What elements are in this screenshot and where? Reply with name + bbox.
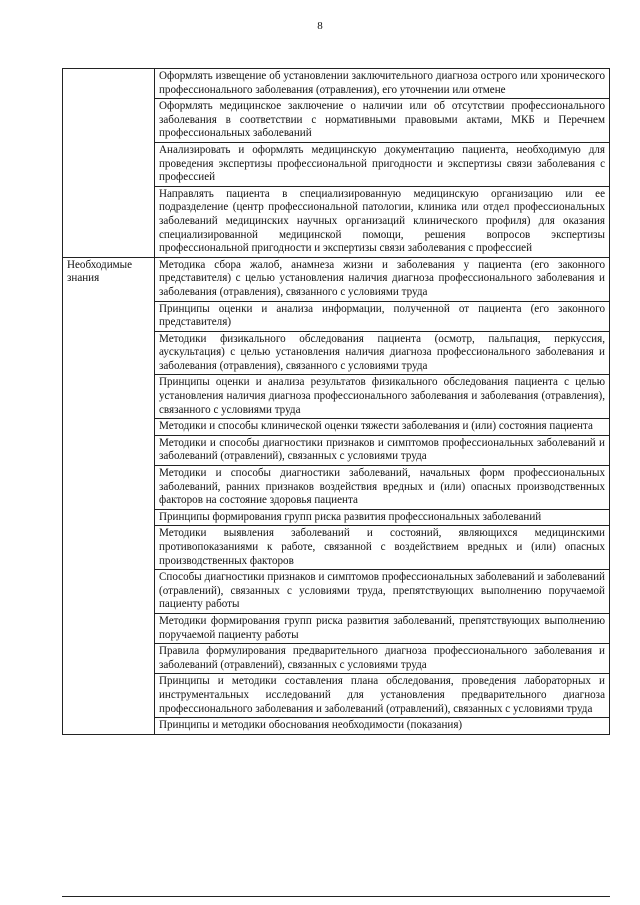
competency-table [62,68,610,735]
item-cell: Методики физикального обследования пациента (осмотр, пальпация, перкуссия, аускультация) с целью установления наличия диагноза профессионального заболевания и заболевания (отравления), связанного с условиями труда [155,331,610,375]
table-body [63,69,610,735]
item-cell: Принципы оценки и анализа результатов физикального обследования пациента с целью установления наличия диагноза профессионального заболевания и заболевания (отравления), связанного с условиями труда [155,375,610,419]
page-number: 8 [317,20,323,32]
item-cell: Принципы формирования групп риска развития профессиональных заболеваний [155,509,610,526]
item-cell: Методики и способы диагностики признаков и симптомов профессиональных заболеваний и заболеваний (отравлений), связанных с условиями труда [155,435,610,465]
item-cell: Методика сбора жалоб, анамнеза жизни и заболевания у пациента (его законного представителя) с целью установления наличия диагноза профессионального заболевания и заболевания (отравления), связанного с условиями труда [155,257,610,301]
item-cell: Методики формирования групп риска развития заболеваний, препятствующих выполнению поручаемой пациенту работы [155,613,610,643]
item-cell: Принципы и методики обоснования необходимости (показания) [155,718,610,735]
item-cell: Принципы и методики составления плана обследования, проведения лабораторных и инструментальных исследований для установления предварительного диагноза профессионального заболевания и заболеваний (отравлений), связанных с условиями труда [155,674,610,718]
table-bottom-rule [62,896,610,897]
section-label-cell-empty [63,69,155,258]
item-cell: Методики выявления заболеваний и состояний, являющихся медицинскими противопоказаниями к работе, связанной с воздействием вредных и (или) опасных производственных факторов [155,526,610,570]
item-cell: Оформлять медицинское заключение о наличии или об отсутствии профессионального заболевания в соответствии с нормативными правовыми актами, МКБ и Перечнем профессиональных заболеваний [155,99,610,143]
table-row [63,257,610,301]
item-cell: Анализировать и оформлять медицинскую документацию пациента, необходимую для проведения экспертизы профессиональной пригодности и экспертизы связи заболевания с профессией [155,142,610,186]
item-cell: Методики и способы диагностики заболеваний, начальных форм профессиональных заболеваний, ранних признаков воздействия вредных и (или) опасных производственных факторов на состояние здоровья пациента [155,466,610,510]
item-cell: Оформлять извещение об установлении заключительного диагноза острого или хронического профессионального заболевания (отравления), его уточнении или отмене [155,69,610,99]
section-label-cell: Необходимые знания [63,257,155,734]
item-cell: Принципы оценки и анализа информации, полученной от пациента (его законного представителя) [155,301,610,331]
item-cell: Направлять пациента в специализированную медицинскую организацию или ее подразделение (центр профессиональной патологии, клиника или отдел профессиональных заболеваний медицинских научных организаций клинического профиля) для оказания специализированной медицинской помощи, решения вопросов экспертизы профессиональной пригодности и экспертизы связи заболевания с профессией [155,186,610,257]
item-cell: Правила формулирования предварительного диагноза профессионального заболевания и заболеваний (отравлений), связанных с условиями труда [155,644,610,674]
item-cell: Методики и способы клинической оценки тяжести заболевания и (или) состояния пациента [155,419,610,436]
table-row [63,69,610,99]
item-cell: Способы диагностики признаков и симптомов профессиональных заболеваний и заболеваний (отравлений), связанных с условиями труда, препятствующих выполнению поручаемой пациенту работы [155,570,610,614]
